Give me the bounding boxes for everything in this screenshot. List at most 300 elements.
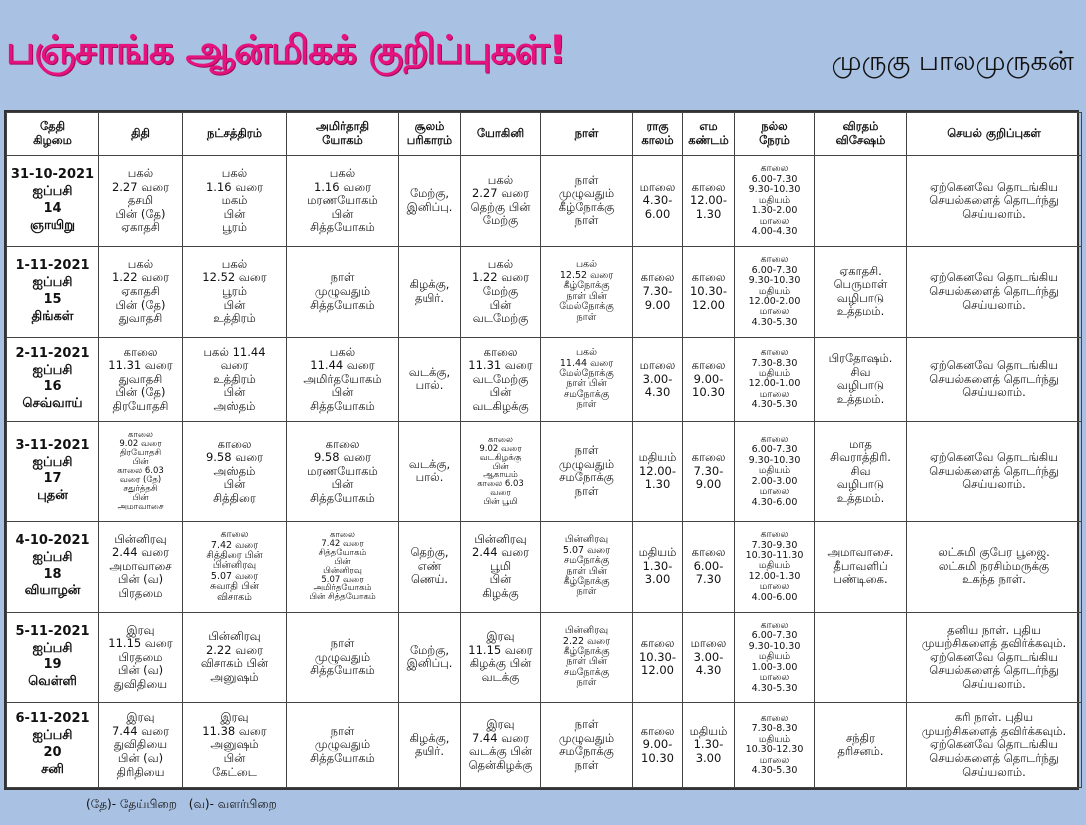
cell-line: அமிர்தயோகம் <box>313 583 372 594</box>
cell-line: அமாவாசை. <box>827 545 894 560</box>
cell-line: தென்கிழக்கு <box>468 757 533 772</box>
cell-line: நாள் பின் <box>566 656 607 668</box>
cell-line: 3-11-2021 <box>15 437 90 453</box>
cell-thithi <box>99 612 183 703</box>
cell-soolam <box>399 156 461 247</box>
cell-nakshatra <box>183 156 287 247</box>
cell-line: 2.22 வரை <box>562 635 611 647</box>
cell-line: மாத <box>849 436 872 451</box>
cell-line: ஐப்பசி <box>32 184 73 200</box>
cell-line: வடகிழக்கு <box>479 452 522 463</box>
cell-line: 11.44 வரை <box>310 358 375 373</box>
cell-line: காலை <box>123 344 158 359</box>
cell-line: 12.00-1.00 <box>748 378 801 390</box>
cell-soolam <box>399 521 461 612</box>
cell-line: வரை <box>490 488 511 499</box>
cell-line: ஏற்கெனவே தொடங்கிய <box>929 649 1059 664</box>
cell-line: 4.30-5.30 <box>751 765 798 777</box>
column-header-line: ராகு <box>646 119 669 134</box>
cell-line: புதன் <box>37 488 68 504</box>
cell-line: மரணயோகம் <box>307 463 378 478</box>
cell-line: முழுவதும் <box>558 456 615 471</box>
cell-line: காலை <box>760 712 789 724</box>
cell-line: செயல்களைத் தொடர்ந்து <box>929 663 1059 678</box>
cell-line: ஏற்கெனவே தொடங்கிய <box>929 358 1059 373</box>
cell-date <box>7 156 99 247</box>
column-header-line: யோகம் <box>322 133 363 147</box>
cell-line: வியாழன் <box>24 583 81 599</box>
cell-line: இனிப்பு. <box>406 656 453 671</box>
column-header <box>183 113 287 156</box>
cell-yogini <box>461 337 541 422</box>
cell-line: மதியம் <box>689 723 728 738</box>
cell-line: பின்னிரவு <box>114 531 167 546</box>
cell-line: 7.30 <box>695 572 722 587</box>
cell-line: 12.52 வரை <box>559 269 614 281</box>
cell-nalla <box>735 422 815 521</box>
table-row <box>7 246 1082 337</box>
cell-line: காலை <box>488 434 513 445</box>
cell-date <box>7 521 99 612</box>
cell-line: சமநோக்கு <box>559 744 614 759</box>
column-header <box>735 113 815 156</box>
cell-line: காலை <box>691 270 726 285</box>
cell-line: கிழக்கு, <box>409 730 450 745</box>
cell-line: அமாவாசை <box>117 501 164 512</box>
cell-line: கிழக்கு பின் <box>469 656 532 671</box>
cell-line: 12.00-2.00 <box>748 295 801 307</box>
cell-viratham <box>815 337 907 422</box>
cell-line: நாள் <box>576 586 597 598</box>
column-header-line: தேதி <box>39 119 66 134</box>
cell-soolam <box>399 246 461 337</box>
cell-nakshatra <box>183 703 287 788</box>
cell-line: 1.22 வரை <box>471 270 530 285</box>
cell-line: வடக்கு, <box>408 456 451 471</box>
cell-line: கீழ்நோக்கு <box>563 576 610 588</box>
cell-line: உத்திரம் <box>213 371 256 386</box>
cell-line: பின் பூமி <box>483 497 518 508</box>
cell-ema <box>683 703 735 788</box>
cell-line: 18 <box>43 566 62 582</box>
cell-raagu <box>633 422 683 521</box>
cell-line: உத்தமம். <box>836 304 885 319</box>
column-header-line: கண்டம் <box>688 133 729 147</box>
cell-line: 2-11-2021 <box>15 345 90 361</box>
cell-notes <box>907 337 1082 422</box>
cell-line: பின்னிரவு <box>208 629 261 644</box>
cell-line: மதியம் <box>758 465 791 477</box>
cell-notes <box>907 612 1082 703</box>
cell-ema <box>683 612 735 703</box>
cell-line: 2.44 வரை <box>111 545 170 560</box>
cell-line: 3.00 <box>644 572 671 587</box>
cell-line: தயிர். <box>415 744 444 759</box>
cell-yogam <box>287 612 399 703</box>
cell-line: 19 <box>43 657 62 673</box>
cell-naal <box>541 422 633 521</box>
cell-line: 9.30-10.30 <box>748 454 801 466</box>
cell-line: 9.58 வரை <box>205 450 264 465</box>
cell-line: வழிபாடு <box>836 477 885 492</box>
table-row <box>7 612 1082 703</box>
cell-line: 2.44 வரை <box>471 545 530 560</box>
cell-line: சித்தயோகம் <box>310 663 375 678</box>
cell-line: 6.00- <box>693 558 724 573</box>
cell-line: விசாகம் <box>217 591 252 603</box>
cell-line: அமாவாசை <box>109 558 172 573</box>
cell-raagu <box>633 246 683 337</box>
column-header-line: விரதம் <box>842 119 879 134</box>
cell-line: 7.42 வரை <box>321 538 364 549</box>
cell-line: நாள் <box>576 311 597 323</box>
cell-line: பகல் <box>127 166 154 180</box>
cell-line: 3.00- <box>693 649 724 664</box>
cell-thithi <box>99 703 183 788</box>
cell-line: 7.44 வரை <box>471 730 530 745</box>
cell-date <box>7 422 99 521</box>
cell-line: 1.16 வரை <box>313 179 372 194</box>
cell-line: காலை <box>760 254 789 266</box>
cell-line: ஐப்பசி <box>32 454 73 470</box>
cell-line: மேற்கு, <box>409 642 450 657</box>
cell-naal <box>541 156 633 247</box>
cell-line: நாள் <box>574 757 599 772</box>
cell-line: காலை <box>128 430 153 441</box>
cell-line: பகல் <box>575 259 598 271</box>
cell-line: திங்கள் <box>31 308 74 324</box>
cell-raagu <box>633 156 683 247</box>
page-title: பஞ்சாங்க ஆன்மிகக் குறிப்புகள்! <box>6 28 566 73</box>
cell-line: 4.30-5.30 <box>751 682 798 694</box>
cell-line: ஐப்பசி <box>32 640 73 656</box>
cell-line: 4.30 <box>695 663 722 678</box>
cell-line: மதியம் <box>638 450 677 465</box>
cell-nakshatra <box>183 246 287 337</box>
cell-line: கரி நாள். புதிய <box>954 710 1034 725</box>
cell-line: 10.30 <box>692 385 725 400</box>
cell-line: செய்யலாம். <box>962 676 1026 691</box>
cell-line: துவிதியை <box>113 676 168 691</box>
cell-line: 12.00-1.30 <box>748 570 801 582</box>
cell-nakshatra <box>183 612 287 703</box>
cell-line: 1-11-2021 <box>15 257 90 273</box>
cell-line: வழிபாடு <box>836 378 885 393</box>
cell-line: மாலை <box>759 581 790 593</box>
cell-line: 6-11-2021 <box>15 711 90 727</box>
cell-line: 4-10-2021 <box>15 532 90 548</box>
cell-line: முழுவதும் <box>558 186 615 201</box>
cell-line: 9.00 <box>695 477 722 492</box>
cell-viratham <box>815 246 907 337</box>
cell-line: 12.52 வரை <box>202 270 267 285</box>
cell-soolam <box>399 337 461 422</box>
cell-line: சித்தயோகம் <box>310 398 375 413</box>
cell-line: துவாதசி <box>118 371 163 386</box>
cell-line: சிவ <box>850 364 871 379</box>
cell-line: 9.02 வரை <box>119 439 162 450</box>
cell-line: 10.30- <box>689 283 728 298</box>
cell-line: ஐப்பசி <box>32 728 73 744</box>
cell-raagu <box>633 612 683 703</box>
cell-line: 12.00 <box>641 663 674 678</box>
cell-line: ணெய். <box>410 572 449 587</box>
cell-nalla <box>735 337 815 422</box>
cell-line: சதுர்த்தசி <box>123 483 158 494</box>
cell-line: 1.30-2.00 <box>751 205 798 217</box>
cell-line: செவ்வாய் <box>22 396 83 412</box>
cell-line: பின் <box>132 457 149 468</box>
cell-line: மகம் <box>221 193 248 208</box>
column-header <box>633 113 683 156</box>
cell-line: பின்னிரவு <box>564 625 609 637</box>
cell-line: பிரதமை <box>118 649 163 664</box>
cell-line: 4.30-5.30 <box>751 316 798 328</box>
cell-line: 4.30-5.30 <box>751 399 798 411</box>
cell-line: 17 <box>43 471 62 487</box>
cell-nakshatra <box>183 521 287 612</box>
cell-line: முழுவதும் <box>314 283 371 298</box>
cell-line: பின் <box>331 206 354 221</box>
cell-line: மதியம் <box>758 560 791 572</box>
cell-line: இரவு <box>486 717 515 732</box>
cell-line: பகல் <box>575 347 598 359</box>
cell-line: காலை <box>640 270 675 285</box>
cell-line: பண்டிகை. <box>833 572 888 587</box>
cell-line: சித்திரை பின் <box>206 549 263 561</box>
cell-yogam <box>287 337 399 422</box>
cell-line: பின் (தே) <box>115 385 166 400</box>
cell-notes <box>907 422 1082 521</box>
cell-line: சிவராத்திரி. <box>830 450 891 465</box>
cell-line: செய்யலாம். <box>962 477 1026 492</box>
cell-line: தெற்கு, <box>410 545 449 560</box>
cell-line: இரவு <box>220 710 249 725</box>
cell-line: ஞாயிறு <box>30 217 75 233</box>
cell-line: பின் (தே) <box>115 206 166 221</box>
cell-line: செய்யலாம். <box>962 297 1026 312</box>
cell-nalla <box>735 521 815 612</box>
cell-line: விசாகம் பின் <box>200 656 269 671</box>
cell-line: மேற்கு <box>482 283 519 298</box>
cell-thithi <box>99 246 183 337</box>
cell-date <box>7 612 99 703</box>
cell-line: 2.27 வரை <box>111 179 170 194</box>
cell-line: 6.00-7.30 <box>751 264 798 276</box>
column-header-line: அமிர்தாதி <box>315 119 370 134</box>
column-header-line: கிழமை <box>33 133 72 147</box>
cell-yogini <box>461 612 541 703</box>
cell-line: செயல்களைத் தொடர்ந்து <box>929 750 1059 765</box>
cell-yogini <box>461 703 541 788</box>
cell-line: பின் (வ) <box>117 663 164 678</box>
cell-line: எண் <box>417 558 442 573</box>
cell-yogam <box>287 156 399 247</box>
cell-line: 3.00- <box>642 371 673 386</box>
cell-line: சித்தயோகம் <box>318 547 367 558</box>
cell-line: 12.00 <box>692 297 725 312</box>
cell-line: காலை <box>640 636 675 651</box>
cell-line: 11.44 வரை <box>559 357 614 369</box>
cell-viratham <box>815 156 907 247</box>
cell-line: 7.30-8.30 <box>751 723 798 735</box>
cell-thithi <box>99 521 183 612</box>
cell-line: கீழ்நோக்கு <box>558 199 615 214</box>
cell-line: மாலை <box>759 388 790 400</box>
cell-line: செயல்களைத் தொடர்ந்து <box>929 463 1059 478</box>
table-row <box>7 156 1082 247</box>
cell-line: பின் <box>223 206 246 221</box>
cell-line: பின்னிரவு <box>564 534 609 546</box>
cell-line: ஏற்கெனவே தொடங்கிய <box>929 179 1059 194</box>
cell-line: 6.00-7.30 <box>751 630 798 642</box>
column-header <box>541 113 633 156</box>
cell-line: காலை 6.03 <box>117 465 164 476</box>
cell-ema <box>683 156 735 247</box>
cell-line: 10.30-11.30 <box>745 549 804 561</box>
cell-line: பின் <box>331 385 354 400</box>
cell-line: திரிதியை <box>116 764 165 779</box>
cell-ema <box>683 422 735 521</box>
cell-line: மதியம் <box>758 651 791 663</box>
cell-line: செயல்களைத் தொடர்ந்து <box>929 283 1059 298</box>
cell-line: வடக்கு, <box>408 364 451 379</box>
cell-line: காலை <box>760 347 789 359</box>
column-header-line: நல்ல <box>761 119 788 134</box>
cell-line: சமநோக்கு <box>563 388 610 400</box>
cell-line: காலை <box>760 619 789 631</box>
cell-viratham <box>815 703 907 788</box>
cell-line: 7.30-8.30 <box>751 357 798 369</box>
cell-line: அனுஷம் <box>210 737 259 752</box>
cell-line: காலை <box>330 529 355 540</box>
column-header-line: யோகினி <box>476 126 525 141</box>
cell-line: 1.16 வரை <box>205 179 264 194</box>
cell-nalla <box>735 156 815 247</box>
cell-viratham <box>815 521 907 612</box>
cell-line: 1.30- <box>642 558 673 573</box>
cell-soolam <box>399 703 461 788</box>
cell-line: பின் சித்தயோகம் <box>309 592 376 603</box>
column-header-line: திதி <box>131 126 150 141</box>
cell-line: 11.38 வரை <box>202 723 267 738</box>
cell-line: பின் <box>334 556 351 567</box>
cell-line: காலை <box>760 163 789 175</box>
cell-line: நாள் <box>576 399 597 411</box>
cell-line: தெற்கு பின் <box>470 199 531 214</box>
cell-line: காலை <box>691 545 726 560</box>
author-name: முருகு பாலமுருகன் <box>831 46 1074 77</box>
cell-line: 1.22 வரை <box>111 270 170 285</box>
cell-line: திரயோதசி <box>119 448 162 459</box>
cell-line: 5-11-2021 <box>15 623 90 639</box>
cell-line: 3.00 <box>695 750 722 765</box>
cell-line: ஏகாதசி <box>121 220 160 235</box>
cell-line: 12.00- <box>689 193 728 208</box>
cell-line: 4.00-6.00 <box>751 591 798 603</box>
cell-line: காலை <box>691 179 726 194</box>
cell-line: 5.07 வரை <box>562 544 611 556</box>
cell-line: 2.22 வரை <box>205 642 264 657</box>
cell-line: தீபாவளிப் <box>833 558 888 573</box>
cell-viratham <box>815 612 907 703</box>
cell-line: பால். <box>415 470 444 485</box>
cell-line: பின் <box>132 492 149 503</box>
footnote-te: (தே)- தேய்பிறை <box>86 797 177 811</box>
cell-line: சிவ <box>850 463 871 478</box>
cell-line: இரவு <box>126 710 155 725</box>
cell-line: 11.31 வரை <box>108 358 173 373</box>
cell-line: திரயோதசி <box>112 398 169 413</box>
column-header-line: நேரம் <box>759 133 790 147</box>
cell-line: மாலை <box>759 672 790 684</box>
cell-line: 1.30 <box>644 477 671 492</box>
cell-line: அஸ்தம் <box>213 463 256 478</box>
cell-line: வரை (தே) <box>119 474 162 485</box>
cell-raagu <box>633 521 683 612</box>
column-header-line: காலம் <box>641 133 674 147</box>
cell-line: வெள்ளி <box>28 674 77 690</box>
cell-line: 16 <box>43 379 62 395</box>
cell-line: பின் <box>223 750 246 765</box>
cell-nalla <box>735 703 815 788</box>
cell-line: நாள் <box>330 723 355 738</box>
column-header-line: பரிகாரம் <box>406 133 453 147</box>
cell-line: செயல்களைத் தொடர்ந்து <box>929 371 1059 386</box>
cell-line: மாலை <box>759 306 790 318</box>
cell-line: நாள் பின் <box>566 378 607 390</box>
column-header-line: நாள் <box>574 126 599 141</box>
cell-line: நாள் <box>574 717 599 732</box>
cell-line: சித்தயோகம் <box>310 220 375 235</box>
cell-line: மேல்நோக்கு <box>559 301 614 313</box>
cell-line: 1.30- <box>693 737 724 752</box>
cell-line: 11.15 வரை <box>468 642 533 657</box>
cell-line: சுவாதி பின் <box>210 581 259 593</box>
cell-line: முழுவதும் <box>314 649 371 664</box>
cell-line: 4.00-4.30 <box>751 226 798 237</box>
cell-line: பின் (தே) <box>115 297 166 312</box>
cell-viratham <box>815 422 907 521</box>
cell-line: உகந்த நாள். <box>962 572 1026 587</box>
cell-line: மேற்கு <box>482 213 519 228</box>
cell-line: மதியம் <box>758 733 791 745</box>
cell-thithi <box>99 156 183 247</box>
cell-line: சித்தயோகம் <box>310 750 375 765</box>
cell-raagu <box>633 337 683 422</box>
cell-line: மரணயோகம் <box>307 193 378 208</box>
cell-line: பின் (வ) <box>117 750 164 765</box>
cell-line: பூரம் <box>222 220 247 235</box>
cell-line: பின் <box>489 297 512 312</box>
cell-line: ஐப்பசி <box>32 362 73 378</box>
cell-line: மாலை <box>639 358 676 373</box>
cell-line: நாள் பின் <box>566 565 607 577</box>
cell-line: 9.02 வரை <box>479 443 522 454</box>
cell-line: சித்தயோகம் <box>310 297 375 312</box>
cell-line: காலை <box>760 529 789 541</box>
cell-line: மதியம் <box>758 285 791 297</box>
cell-line: பின் <box>489 572 512 587</box>
cell-line: முழுவதும் <box>314 737 371 752</box>
cell-line: ஏற்கெனவே தொடங்கிய <box>929 450 1059 465</box>
column-header <box>461 113 541 156</box>
cell-line: பகல் <box>487 256 514 271</box>
cell-line: ஆகாயம் <box>483 470 518 481</box>
cell-yogam <box>287 703 399 788</box>
cell-line: காலை 6.03 <box>477 479 524 490</box>
cell-line: லட்சுமி குபேர பூஜை. <box>938 545 1050 560</box>
